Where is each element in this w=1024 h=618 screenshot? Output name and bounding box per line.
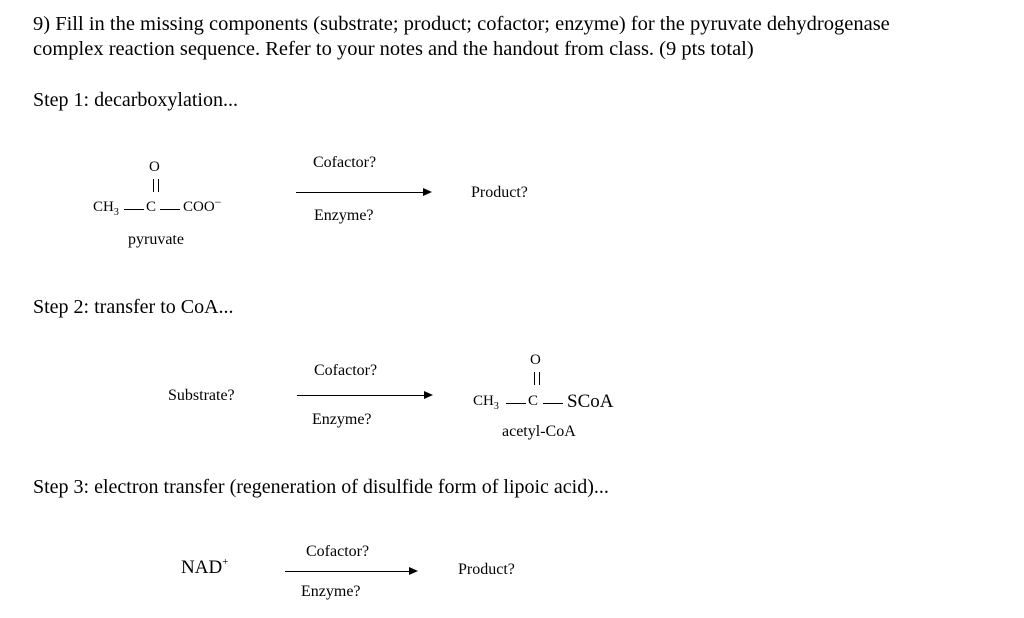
- step2-substrate-blank: Substrate?: [168, 387, 235, 404]
- step2-enzyme-blank: Enzyme?: [312, 411, 372, 428]
- step3-product-blank: Product?: [458, 561, 515, 578]
- step3-enzyme-blank: Enzyme?: [301, 583, 361, 600]
- step1-reaction-arrow: [296, 192, 430, 193]
- acetyl-oxygen: O: [530, 352, 541, 368]
- step3-cofactor-blank: Cofactor?: [306, 543, 370, 560]
- pyruvate-methyl: $CH_3$: [93, 199, 119, 218]
- step3-reaction-arrow: [285, 571, 416, 572]
- step3-heading: Step 3: electron transfer (regeneration of disulfide form of lipoic acid)...: [33, 476, 609, 498]
- acetyl-carbonyl-carbon: C: [528, 393, 539, 409]
- pyruvate-carbonyl-carbon: C: [146, 199, 157, 215]
- step3-substrate-nad: NAD+: [181, 556, 229, 578]
- step1-heading: Step 1: decarboxylation...: [33, 89, 238, 111]
- acetyl-scoa: SCoA: [567, 391, 614, 412]
- acetyl-methyl: $CH_3$: [473, 393, 499, 412]
- question-line-1: 9) Fill in the missing components (substrate; product; cofactor; enzyme) for the pyruvate dehydrogenase: [33, 13, 890, 35]
- question-line-2: complex reaction sequence. Refer to your notes and the handout from class. (9 pts total): [33, 38, 754, 60]
- pyruvate-double-bond: [153, 179, 159, 192]
- acetyl-double-bond: [534, 372, 540, 385]
- pyruvate-oxygen: O: [149, 159, 160, 175]
- step2-reaction-arrow: [297, 395, 431, 396]
- step2-cofactor-blank: Cofactor?: [314, 362, 378, 379]
- pyruvate-carboxylate: COO−: [183, 195, 222, 215]
- step1-product-blank: Product?: [471, 184, 528, 201]
- acetyl-coa-label: acetyl-CoA: [502, 423, 576, 440]
- step1-enzyme-blank: Enzyme?: [314, 207, 374, 224]
- pyruvate-label: pyruvate: [128, 231, 184, 248]
- step2-heading: Step 2: transfer to CoA...: [33, 296, 234, 318]
- step1-cofactor-blank: Cofactor?: [313, 154, 377, 171]
